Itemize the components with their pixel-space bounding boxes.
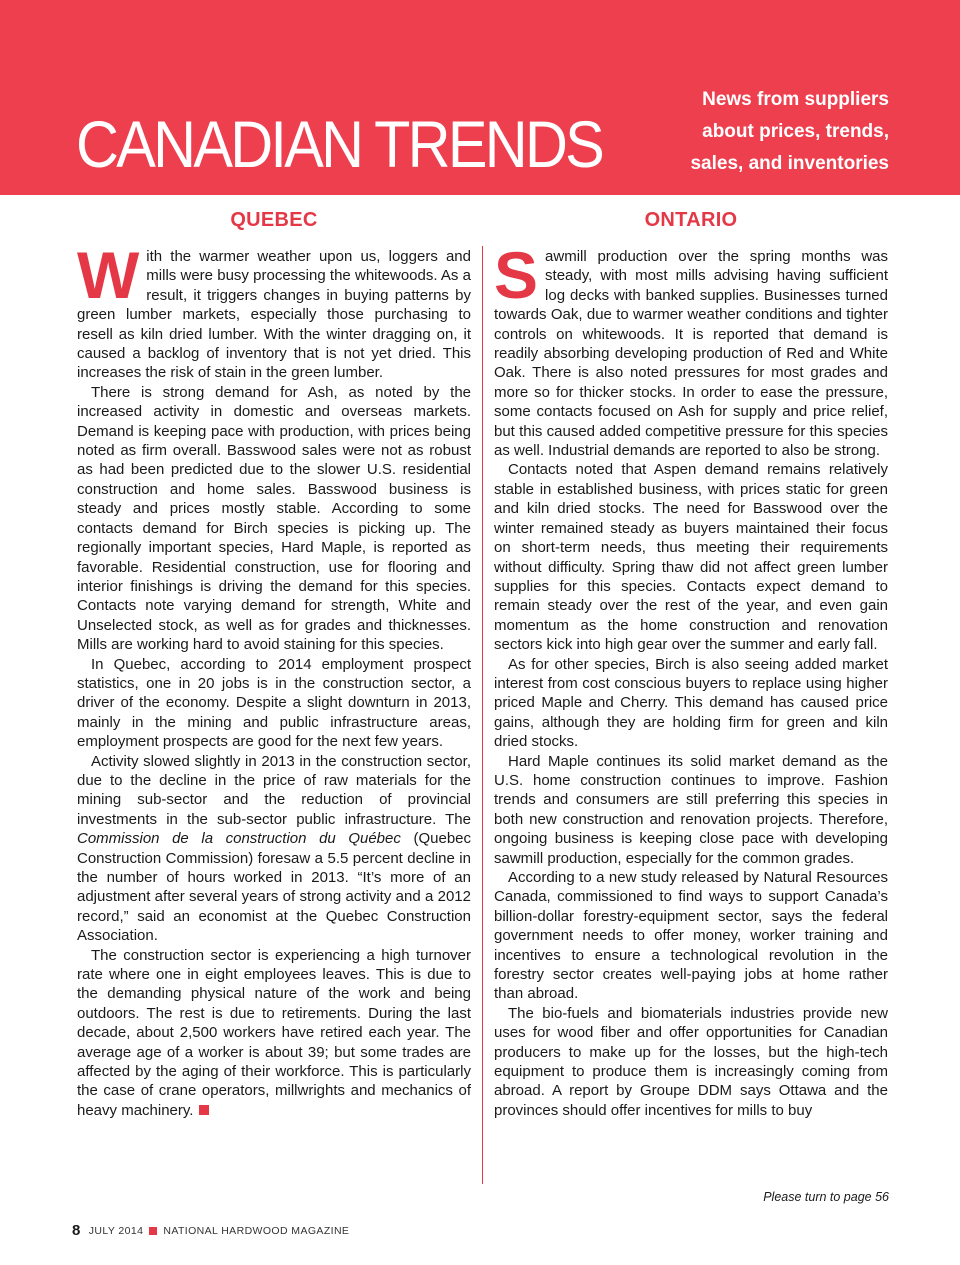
quebec-paragraph-4-text-a: Activity slowed slightly in 2013 in the construction sector, due to the decline in the price of raw materials for the mining sub-sector and the reduction of provincial investments in the sub-sector public infrastructure. The	[77, 752, 471, 828]
quebec-paragraph-5-text: The construction sector is experiencing a high turnover rate where one in eight employees leaves. This is due to the demanding physical nature of the work and being outdoors. The rest is due to retirements. During the last decade, about 2,500 workers have retired each year. The average age of a worker is about 39; but some trades are affected by the aging of their workforce. This is particularly the case of crane operators, millwrights and mechanics of heavy machinery.	[77, 946, 471, 1119]
quebec-paragraph-5	[77, 946, 471, 1121]
page-footer	[72, 1222, 349, 1239]
quebec-paragraph-4	[77, 752, 471, 946]
ontario-paragraph-1-text: awmill production over the spring months was steady, with most mills advising having sufficient log decks with banked supplies. Businesses turned towards Oak, due to warmer weather conditions and tighter controls on whitewoods. It is reported that demand is readily absorbing developing production of Red and White Oak. There is also noted pressures for most grades and more so for thicker stocks. In order to ease the pressure, some contacts focused on Ash for supply and price relief, but this caused added competitive pressure for this species as well. Industrial demands are reported to also be strong.	[494, 248, 888, 460]
tagline-line-2: about prices, trends,	[702, 121, 889, 142]
tagline-line-1: News from suppliers	[702, 89, 889, 110]
ontario-paragraph-2: Contacts noted that Aspen demand remains relatively stable in established business, with prices static for green and kiln dried stocks. The need for Basswood over the winter remained steady as buyers maintained their focus on short-term needs, thus meeting their requirements without difficulty. Spring thaw did not affect green lumber supplies for this species. Contacts expect demand to remain steady over the rest of the year, and even gain momentum as the home construction and renovation sectors kick into high gear over the summer and early fall.	[494, 461, 888, 654]
quebec-column	[77, 208, 471, 1204]
ontario-column	[494, 208, 888, 1188]
ontario-paragraph-5: According to a new study released by Natural Resources Canada, commissioned to find ways to support Canada’s billion-dollar forestry-equipment sector, says the federal government needs to offer money, worker training and incentives to ensure a technological revolution in the forestry sector creates well-paying jobs at home rather than abroad.	[494, 869, 888, 1003]
quebec-commission-name: Commission de la construction du Québec	[77, 830, 401, 848]
issue-date: JULY 2014	[88, 1224, 144, 1237]
tagline-line-3: sales, and inventories	[690, 153, 889, 174]
quebec-paragraph-4-text-b: (Quebec Construction Commission) foresaw a 5.5 percent decline in the number of hours worked in 2013. “It’s more of an adjustment after several years of strong activity and a 2012 record,” said an economist at the Quebec Construction Association.	[77, 830, 471, 945]
quebec-dropcap: W	[77, 238, 140, 312]
ontario-paragraph-3: As for other species, Birch is also seeing added market interest from cost conscious buyers to replace using higher priced Maple and Cherry. This demand has caused price gains, although they are holding firm for green and kiln dried stocks.	[494, 655, 888, 751]
ontario-paragraph-1	[494, 238, 888, 460]
end-of-article-mark	[199, 1105, 209, 1115]
quebec-paragraph-3: In Quebec, according to 2014 employment prospect statistics, one in 20 jobs is in the construction sector, a driver of the economy. Despite a slight downturn in 2013, mainly in the mining and public infrastructure areas, employment prospects are good for the next few years.	[77, 655, 471, 751]
footer-separator	[149, 1227, 157, 1235]
header-banner	[0, 0, 960, 195]
quebec-heading: QUEBEC	[230, 209, 318, 231]
quebec-paragraph-1	[77, 238, 471, 383]
page-number: 8	[72, 1222, 81, 1239]
page-title: CANADIAN TRENDS	[76, 107, 603, 181]
quebec-paragraph-1-text: ith the warmer weather upon us, loggers and mills were busy processing the whitewoods. As a result, it triggers changes in buying patterns by green lumber markets, especially those purchasing to resell as kiln dried lumber. With the winter dragging on, it caused a backlog of inventory that is not yet dried. This increases the risk of stain in the green lumber.	[77, 248, 471, 382]
ontario-dropcap: S	[494, 238, 539, 312]
continued-note: Please turn to page 56	[763, 1190, 889, 1204]
ontario-paragraph-4: Hard Maple continues its solid market demand as the U.S. home construction continues to improve. Fashion trends and consumers are still preferring this species in both new construction and renovation projects. Therefore, ongoing business is keeping close pace with developing sawmill production, especially for the common grades.	[494, 752, 888, 867]
ontario-heading: ONTARIO	[644, 209, 738, 231]
column-divider	[482, 246, 483, 1184]
ontario-paragraph-6: The bio-fuels and biomaterials industries provide new uses for wood fiber and offer opportunities for Canadian producers to make up for the losses, but the high-tech equipment to produce them is increasingly coming from abroad. A report by Groupe DDM says Ottawa and the provinces should offer incentives for mills to buy	[494, 1004, 888, 1119]
quebec-paragraph-2: There is strong demand for Ash, as noted by the increased activity in domestic and overseas markets. Demand is keeping pace with production, with prices being noted as firm overall. Basswood sales were not as robust as had been predicted due to the slower U.S. residential construction and home sales. Basswood business is steady and prices mostly stable. According to some contacts demand for Birch species is picking up. The regionally important species, Hard Maple, is reported as favorable. Residential construction, use for flooring and interior finishings is driving the demand for this species. Contacts note varying demand for strength, White and Unselected stock, as well as for grades and thicknesses. Mills are working hard to avoid staining for this species.	[77, 383, 471, 654]
header-tagline	[629, 84, 889, 180]
publication-name: NATIONAL HARDWOOD MAGAZINE	[163, 1224, 350, 1237]
